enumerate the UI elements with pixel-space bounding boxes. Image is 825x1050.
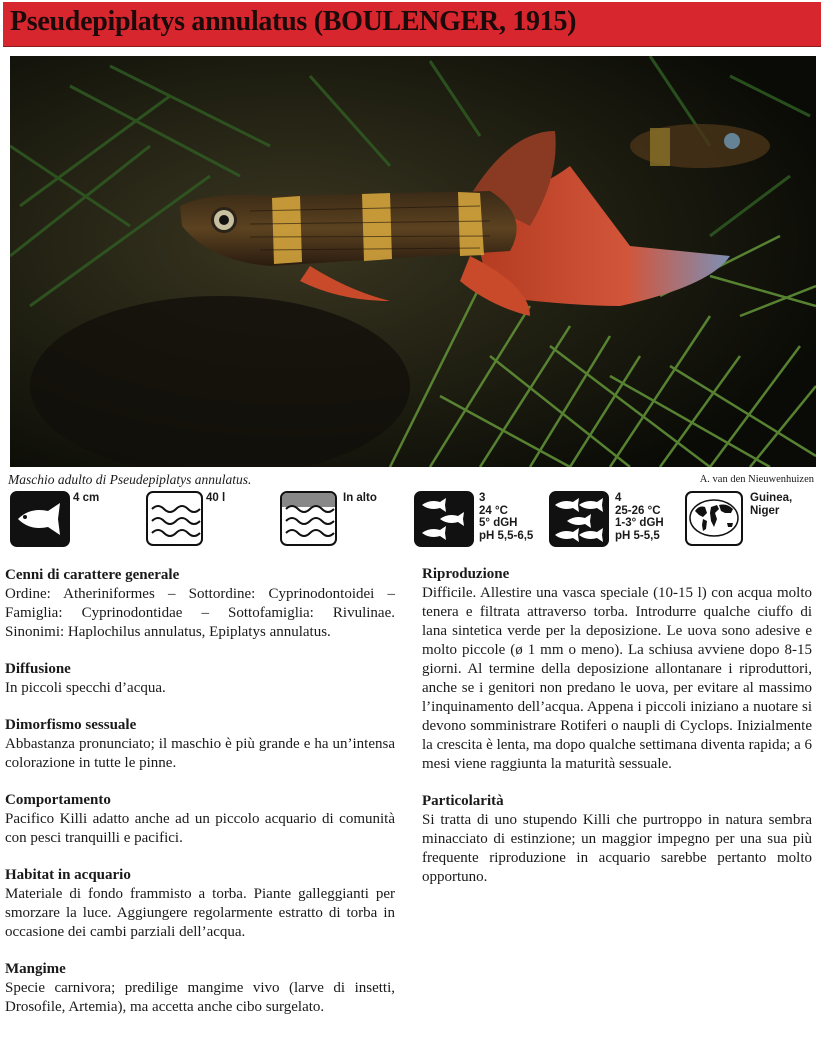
section-text: Pacifico Killi adatto anche ad un piccolo acquario di comunità con pesci tranquilli e pacifici. (5, 811, 395, 846)
maintenance-ph: pH 5-5,5 (615, 529, 660, 542)
region-text (750, 492, 792, 517)
aquarium-volume-icon (146, 491, 203, 546)
world-map-icon (685, 491, 743, 546)
fish-photo-image (10, 56, 816, 467)
reproduction-group-text (479, 492, 533, 542)
section-heading: Particolarità (422, 793, 504, 809)
photo-caption: Maschio adulto di Pseudepiplatys annulatus. (8, 472, 252, 487)
section-heading: Comportamento (5, 792, 111, 808)
section-heading: Dimorfismo sessuale (5, 717, 137, 733)
volume-label: 40 l (206, 492, 226, 504)
reproduction-group-icon (414, 491, 474, 547)
fish-photo (10, 56, 816, 467)
page-title: Pseudepiplatys annulatus (BOULENGER, 1915) (10, 6, 577, 37)
region-line-1: Guinea, (750, 492, 793, 504)
maintenance-temp: 25-26 °C (615, 504, 661, 517)
maintenance-group-number: 4 (615, 492, 622, 504)
section-text: Ordine: Atheriniformes – Sottordine: Cyprinodontoidei – Famiglia: Cyprinodontidae – Sottofamiglia: Rivulinae. Sinonimi: Haplochilus annulatus, Epiplatys annulatus. (5, 586, 395, 640)
maintenance-group-text (615, 492, 664, 542)
region-line-2: Niger (750, 504, 780, 517)
left-column (5, 566, 395, 1035)
section-text: Abbastanza pronunciato; il maschio è più grande e ha un’intensa colorazione in tutte le pinne. (5, 736, 395, 771)
reproduction-hardness: 5° dGH (479, 517, 518, 529)
size-label: 4 cm (73, 492, 100, 504)
section-heading: Mangime (5, 961, 66, 977)
right-column (422, 565, 812, 905)
reproduction-temp: 24 °C (479, 504, 508, 517)
section-text: Si tratta di uno stupendo Killi che purtroppo in natura sembra minacciato di estinzione; un maggior impegno per una sua più frequente riproduzione in acquario sarebbe pertanto molto opportuno. (422, 812, 812, 885)
maintenance-group-icon (549, 491, 609, 547)
reproduction-group-number: 3 (479, 492, 486, 504)
section-heading: Riproduzione (422, 566, 510, 582)
swim-zone-icon (280, 491, 337, 546)
title-bar (3, 2, 821, 47)
reproduction-ph: pH 5,5-6,5 (479, 529, 534, 542)
section-text: Difficile. Allestire una vasca speciale (10-15 l) con acqua molto tenera e filtrata attraverso torba. Introdurre qualche ciuffo di lana sintetica verde per la deposizione. Le uova sono adesive e molto piccole (ø 1 mm o meno). La schiusa avviene dopo 8-15 giorni. Al termine della deposizione allontanare i riproduttori, anche se i genitori non predano le uova, per evitare al massimo l’inquinamento dell’acqua. Appena i piccoli iniziano a nuotare si devono somministrare Rotiferi o naupli di Cyclops. Inizialmente la crescita è lenta, ma dopo qualche settimana diventa rapida; a 6 mesi viene raggiunta la maturità sessuale. (422, 585, 812, 772)
maintenance-hardness: 1-3° dGH (615, 517, 664, 529)
swim-zone-label: In alto (343, 492, 377, 504)
size-fish-icon (10, 491, 70, 547)
section-heading: Habitat in acquario (5, 867, 131, 883)
photo-credit: A. van den Nieuwenhuizen (699, 474, 814, 485)
section-text: In piccoli specchi d’acqua. (5, 680, 166, 696)
section-text: Specie carnivora; predilige mangime vivo (larve di insetti, Drosofile, Artemia), ma accetta anche cibo surgelato. (5, 980, 395, 1015)
section-heading: Cenni di carattere generale (5, 567, 180, 583)
section-text: Materiale di fondo frammisto a torba. Piante galleggianti per smorzare la luce. Aggiungere regolarmente estratto di torba in occasione dei cambi parziali dell’acqua. (5, 886, 395, 940)
section-heading: Diffusione (5, 661, 71, 677)
